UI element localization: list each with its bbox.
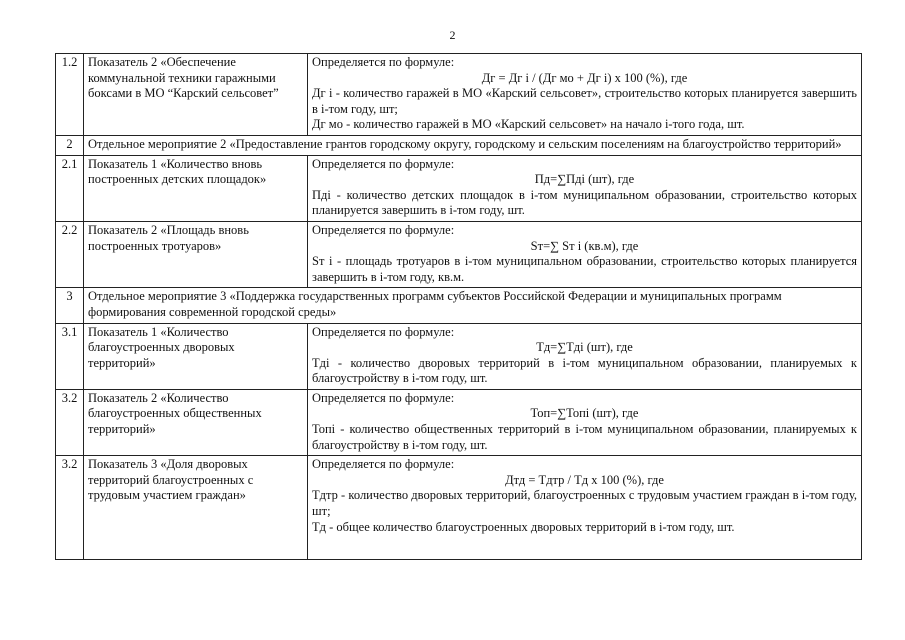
- definition: Пдi - количество детских площадок в i-том муниципальном образовании, строительство которых планируется завершить в i-том году, шт.: [312, 187, 857, 218]
- formula: Дг = Дг i / (Дг мо + Дг i) х 100 (%), где: [481, 70, 688, 85]
- indicator-formula-cell: [308, 221, 862, 287]
- section-number: 3: [56, 288, 84, 323]
- row-number: 2.2: [56, 221, 84, 287]
- section-title: Отдельное мероприятие 3 «Поддержка государственных программ субъектов Российской Федерации и муниципальных программ формирования современной городской среды»: [84, 288, 862, 323]
- row-number: 3.1: [56, 323, 84, 389]
- table-row: [56, 288, 862, 323]
- formula-intro: Определяется по формуле:: [312, 55, 455, 69]
- indicator-name: Показатель 1 «Количество вновь построенных детских площадок»: [84, 155, 308, 221]
- indicator-formula-cell: [308, 323, 862, 389]
- formula: Дтд = Тдтр / Тд х 100 (%), где: [505, 472, 664, 487]
- row-number: 3.2: [56, 456, 84, 560]
- definition: Тдi - количество дворовых территорий в i-том муниципальном образовании, планируемых к благоустройству в i-том году, шт.: [312, 355, 857, 386]
- row-number: 1.2: [56, 54, 84, 136]
- indicator-formula-cell: [308, 456, 862, 560]
- indicator-name: Показатель 2 «Количество благоустроенных общественных территорий»: [84, 389, 308, 455]
- table-row: [56, 323, 862, 389]
- row-number: 3.2: [56, 389, 84, 455]
- formula: Топ=∑Топi (шт), где: [530, 406, 639, 421]
- table-row: [56, 54, 862, 136]
- formula: Пд=∑Пдi (шт), где: [534, 172, 635, 187]
- table-row: [56, 135, 862, 155]
- indicator-name: Показатель 2 «Обеспечение коммунальной техники гаражными боксами в МО “Карский сельсовет”: [84, 54, 308, 136]
- formula-intro: Определяется по формуле:: [312, 457, 455, 472]
- definition: Тд - общее количество благоустроенных дворовых территорий в i-том году, шт.: [312, 519, 735, 534]
- formula: Sт=∑ Sт i (кв.м), где: [530, 238, 639, 253]
- definition: Дг мо - количество гаражей в МО «Карский сельсовет» на начало i-того года, шт.: [312, 117, 745, 132]
- definition: Sт i - площадь тротуаров в i-том муниципальном образовании, строительство которых планируется завершить в i-том году, кв.м.: [312, 254, 857, 284]
- table-row: [56, 456, 862, 560]
- page-number: 2: [449, 28, 456, 42]
- indicator-name: Показатель 3 «Доля дворовых территорий благоустроенных с трудовым участием граждан»: [84, 456, 308, 560]
- formula-intro: Определяется по формуле:: [312, 156, 455, 171]
- section-number: 2: [56, 135, 84, 155]
- indicator-name: Показатель 1 «Количество благоустроенных дворовых территорий»: [84, 323, 308, 389]
- table-row: [56, 221, 862, 287]
- formula-intro: Определяется по формуле:: [312, 324, 455, 339]
- definition: Дг i - количество гаражей в МО «Карский сельсовет», строительство которых планируется завершить в i-том году, шт;: [312, 86, 857, 116]
- indicators-table: [55, 53, 862, 560]
- table-row: [56, 155, 862, 221]
- indicator-formula-cell: [308, 155, 862, 221]
- formula: Тд=∑Тдi (шт), где: [536, 340, 633, 355]
- table-row: [56, 389, 862, 455]
- definition: Топi - количество общественных территорий в i-том муниципальном образовании, планируемых к благоустройству в i-том году, шт.: [312, 422, 857, 452]
- formula-intro: Определяется по формуле:: [312, 390, 455, 405]
- row-number: 2.1: [56, 155, 84, 221]
- indicator-formula-cell: [308, 54, 862, 136]
- definition: Тдтр - количество дворовых территорий, благоустроенных с трудовым участием граждан в i-том году, шт;: [312, 488, 857, 519]
- section-title: Отдельное мероприятие 2 «Предоставление грантов городскому округу, городскому и сельским поселениям на благоустройство территорий»: [84, 135, 862, 155]
- formula-intro: Определяется по формуле:: [312, 222, 455, 237]
- indicator-formula-cell: [308, 389, 862, 455]
- indicator-name: Показатель 2 «Площадь вновь построенных тротуаров»: [84, 221, 308, 287]
